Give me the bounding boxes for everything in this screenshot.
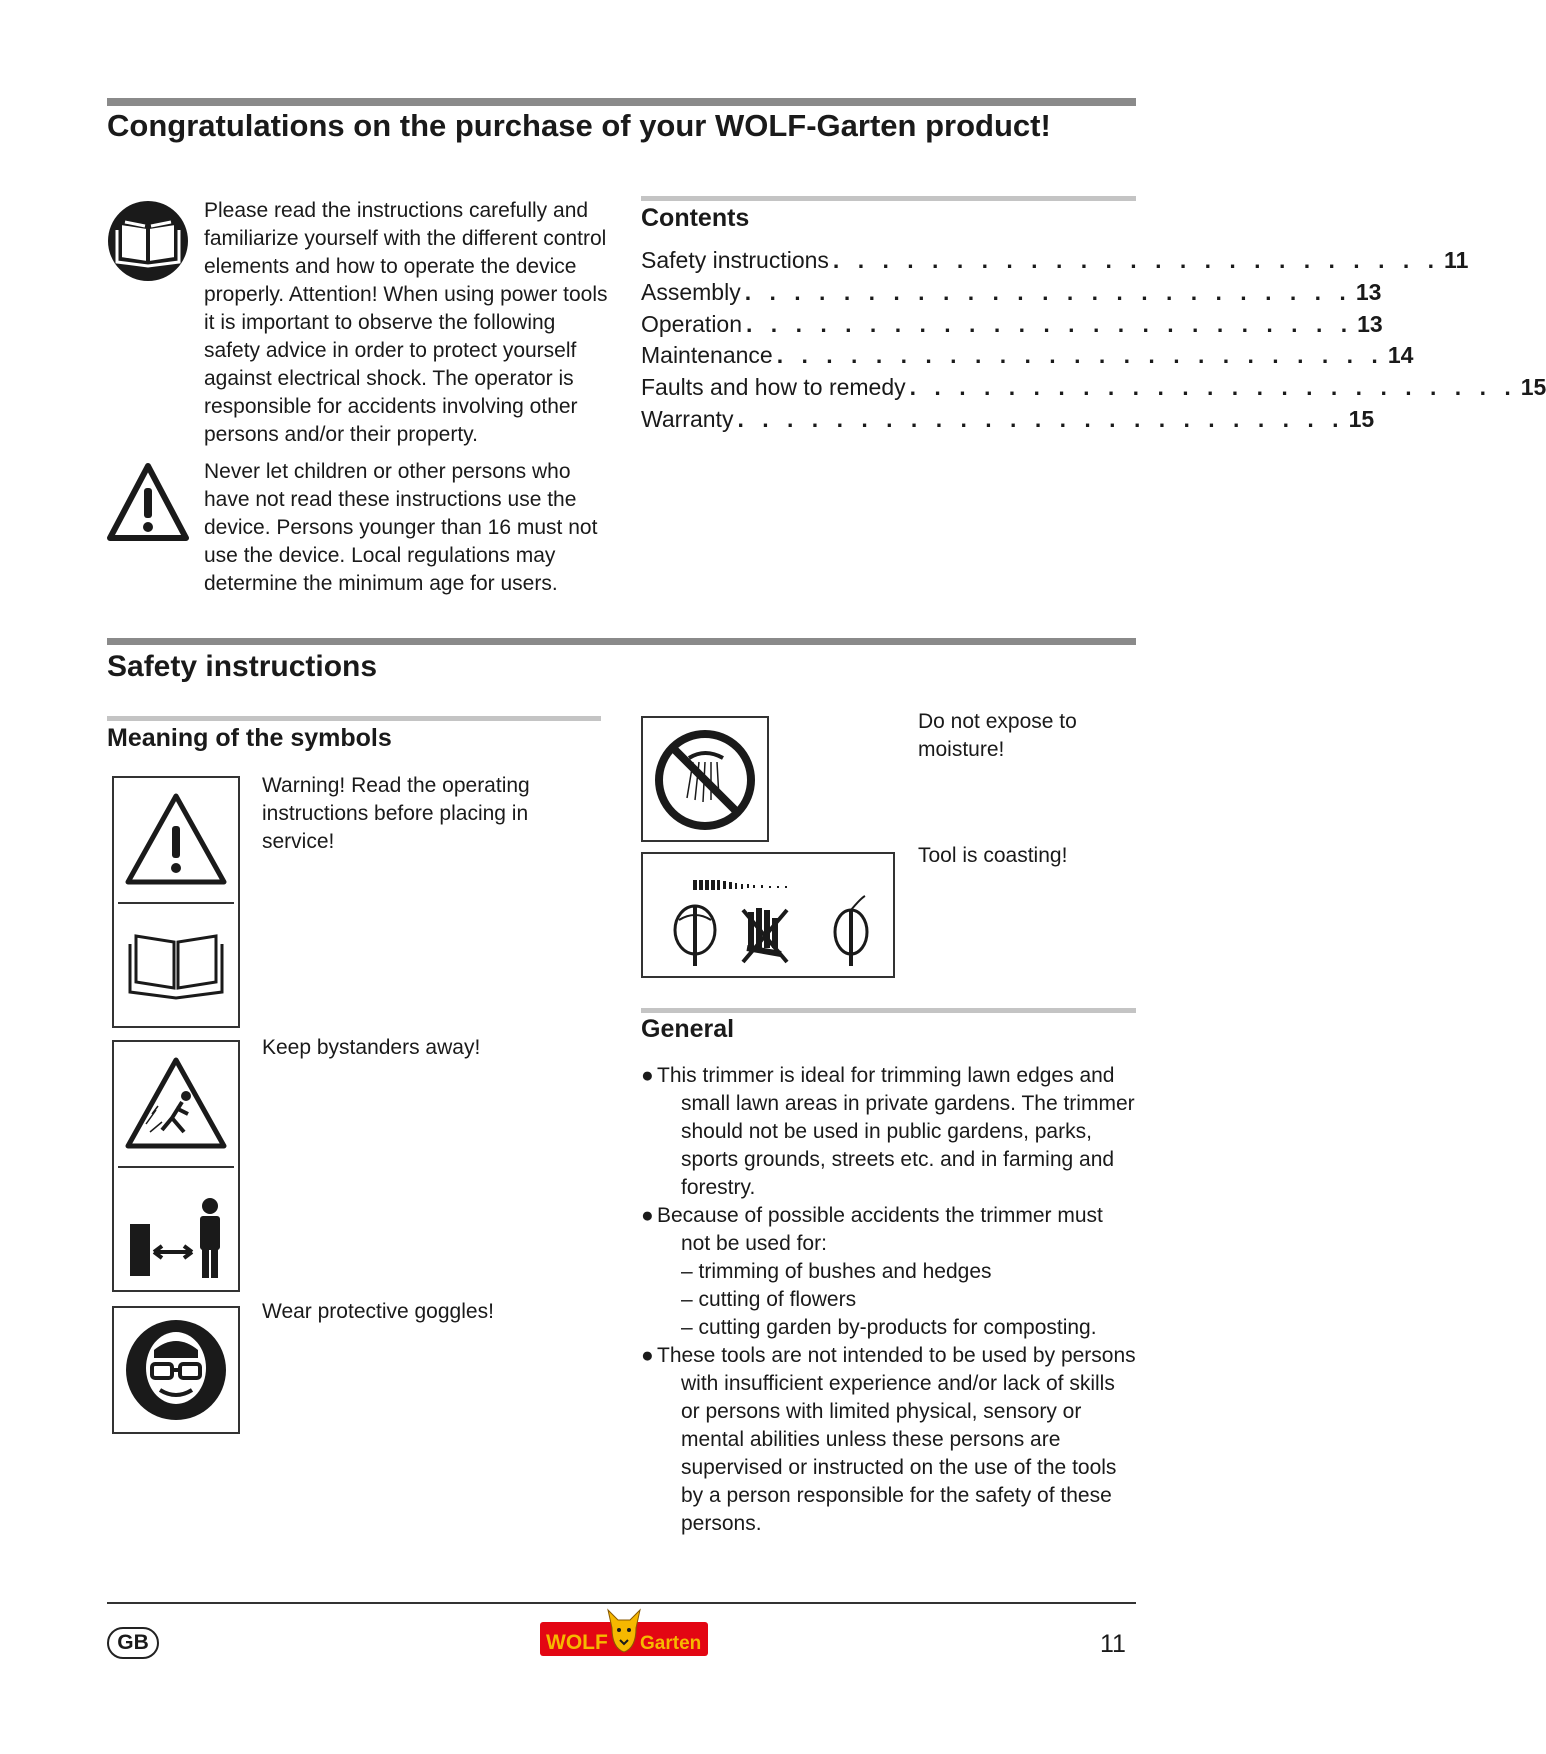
warning-triangle-icon (106, 460, 190, 544)
no-moisture-text: Do not expose to moisture! (918, 710, 1077, 761)
general-text (641, 1062, 1136, 1538)
list-item: ● This trimmer is ideal for trimming lawn edges and small lawn areas in private gardens. The trimmer should not be used in public gardens, parks, sports grounds, streets etc. and in farming and forestry. (641, 1064, 1135, 1199)
page-title: Congratulations on the purchase of your WOLF-Garten product! (107, 108, 1051, 143)
goggles-symbol (112, 1306, 240, 1434)
bystanders-symbol (112, 1040, 240, 1292)
bullet-icon: ● (641, 1204, 654, 1227)
svg-text:WOLF: WOLF (546, 1631, 608, 1654)
footer-rule (107, 1602, 1136, 1604)
page-number: 11 (1100, 1630, 1126, 1658)
age-warning-paragraph: Never let children or other persons who have not read these instructions use the device. Persons younger than 16 must not use the device. Local regulations may determine the minimum age for users. (204, 460, 598, 595)
read-manual-symbol (112, 776, 240, 1028)
bullet-icon: ● (641, 1064, 654, 1087)
header-rule (107, 98, 1136, 106)
toc-item-safety[interactable]: Safety instructions . . . . . . . . . . . . . . . . . . . . . . . . . 11 (641, 247, 1469, 273)
country-badge: GB (107, 1627, 159, 1659)
keep-distance-icon (126, 1176, 226, 1286)
wolf-garten-logo (540, 1608, 708, 1660)
general-title: General (641, 1015, 735, 1043)
tool-coasting-icon (651, 862, 887, 970)
intro-paragraph: Please read the instructions carefully and familiarize yourself with the different control elements and how to operate the device properly. Attention! When using power tools it is important to observe the following safety advice in order to protect yourself against electrical shock. The operator is responsible for accidents involving other persons and/or their property. (204, 199, 608, 446)
general-rule (641, 1008, 1136, 1013)
toc-item-maintenance[interactable]: Maintenance . . . . . . . . . . . . . . . . . . . . . . . . . 14 (641, 342, 1414, 369)
list-subitem: – trimming of bushes and hedges (681, 1260, 992, 1283)
warning-triangle-icon (122, 790, 230, 890)
bystanders-text: Keep bystanders away! (262, 1036, 481, 1059)
coasting-text: Tool is coasting! (918, 844, 1068, 867)
symbols-title: Meaning of the symbols (107, 724, 392, 752)
open-book-icon (107, 200, 189, 282)
toc-item-faults[interactable]: Faults and how to remedy . . . . . . . . . . . . . . . . . . . . . . . . . 15 (641, 374, 1546, 401)
toc-item-warranty[interactable]: Warranty . . . . . . . . . . . . . . . . . . . . . . . . . 15 (641, 405, 1375, 432)
protective-goggles-icon (124, 1318, 228, 1422)
bullet-icon: ● (641, 1344, 654, 1367)
coasting-symbol (641, 852, 895, 978)
table-of-contents (641, 247, 1546, 438)
flying-debris-icon (122, 1054, 230, 1154)
list-subitem: – cutting garden by-products for composting. (681, 1316, 1097, 1339)
list-item: ● Because of possible accidents the trimmer must not be used for: (641, 1204, 1103, 1255)
safety-title: Safety instructions (107, 650, 378, 683)
read-manual-text: Warning! Read the operating instructions before placing in service! (262, 774, 530, 853)
no-rain-icon (653, 728, 757, 832)
safety-rule (107, 638, 1136, 645)
toc-item-operation[interactable]: Operation . . . . . . . . . . . . . . . . . . . . . . . . . 13 (641, 310, 1383, 337)
toc-item-assembly[interactable]: Assembly . . . . . . . . . . . . . . . . . . . . . . . . . 13 (641, 278, 1382, 305)
svg-text:Garten: Garten (640, 1633, 702, 1654)
symbols-rule (107, 716, 601, 721)
list-item: ● These tools are not intended to be used by persons with insufficient experience and/or lack of skills or persons with limited physical, sensory or mental abilities unless these persons are supervised or instructed on the use of the tools by a person responsible for the safety of these persons. (641, 1344, 1136, 1535)
goggles-text: Wear protective goggles! (262, 1300, 494, 1323)
contents-rule (641, 196, 1136, 201)
list-subitem: – cutting of flowers (681, 1288, 857, 1311)
contents-title: Contents (641, 204, 750, 232)
no-moisture-symbol (641, 716, 769, 842)
open-book-icon (126, 922, 226, 1002)
